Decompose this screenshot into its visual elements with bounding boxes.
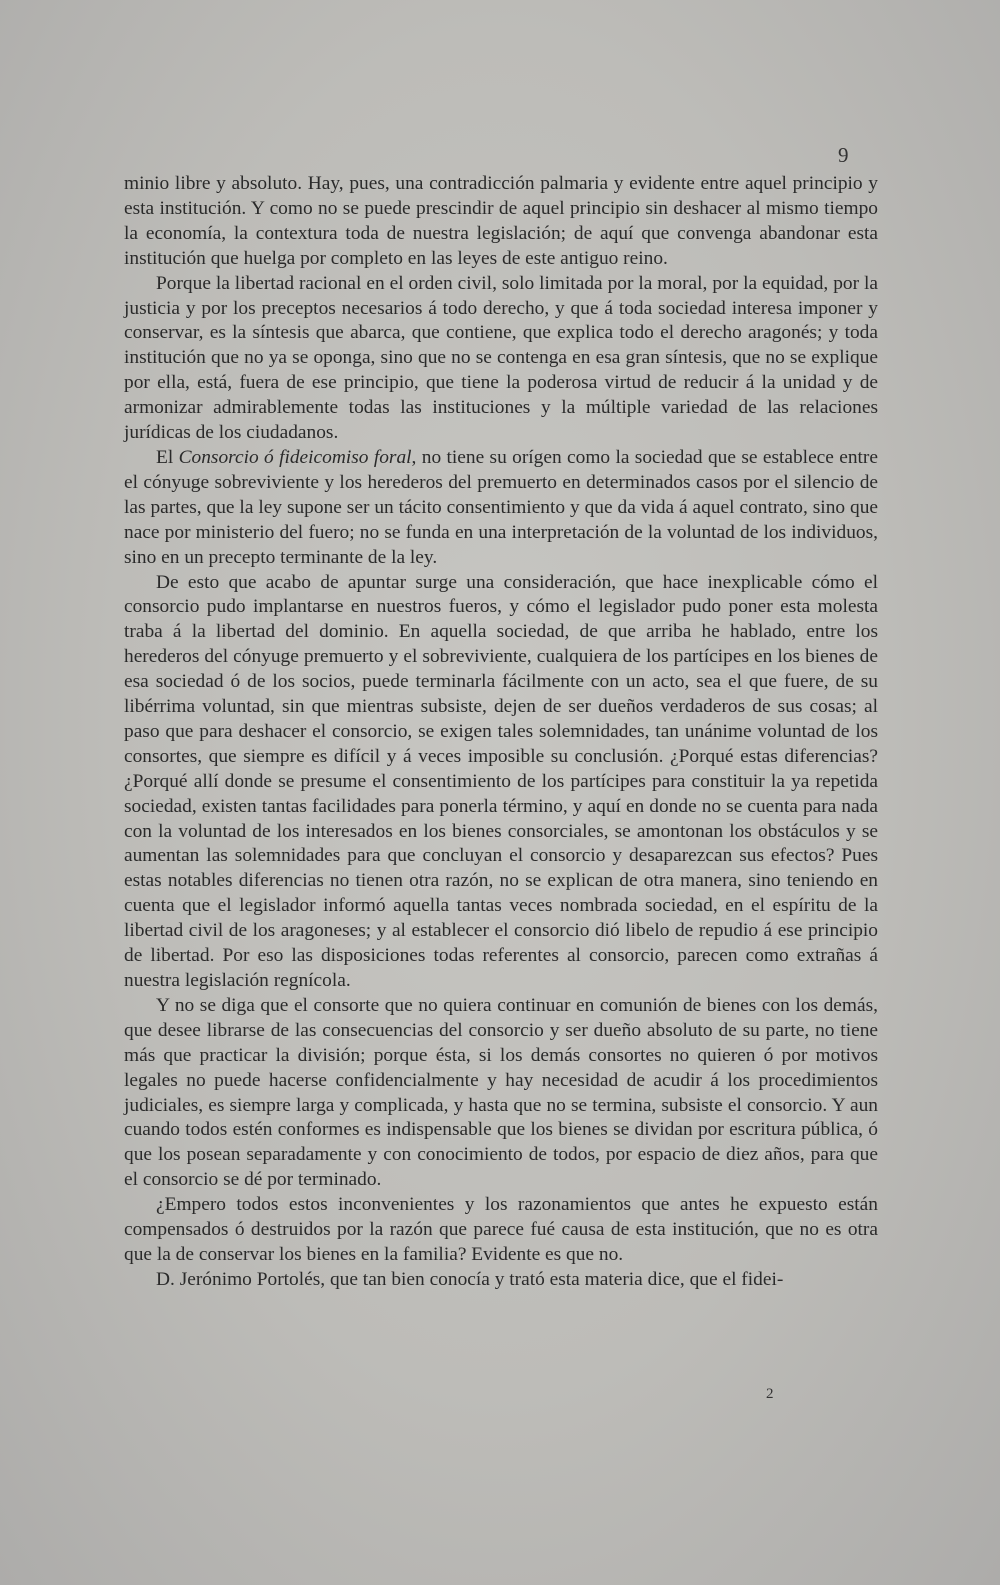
signature-mark: 2 <box>766 1386 774 1402</box>
paragraph <box>124 446 878 571</box>
page-number: 9 <box>838 143 849 167</box>
paragraph: De esto que acabo de apuntar surge una consideración, que hace inexplicable cómo el consorcio pudo implantarse en nuestros fueros, y cómo el legislador pudo poner esta molesta traba á la libertad del dominio. En aquella sociedad, de que arriba he hablado, entre los herederos del cónyuge premuerto y el sobreviviente, cualquiera de los partícipes en los bienes de esa sociedad ó de los socios, puede terminarla fácilmente con un acto, sea el que fuere, de su libérrima voluntad, sin que mientras subsiste, dejen de ser dueños verdaderos de sus cosas; al paso que para deshacer el consorcio, se exigen tales solemnidades, tan unánime voluntad de los consortes, que siempre es difícil y á veces imposible su conclusión. ¿Porqué estas diferencias? ¿Porqué allí donde se presume el consentimiento de los partícipes para constituir la ya repetida sociedad, existen tantas facilidades para ponerla término, y aquí en donde no se cuenta para nada con la voluntad de los interesados en los bienes consorciales, se amontonan los obstáculos y se aumentan las solemnidades para que concluyan el consorcio y desaparezcan sus efectos? Pues estas notables diferencias no tienen otra razón, no se explican de otra manera, sino teniendo en cuenta que el legislador informó aquella tantas veces nombrada sociedad, en el espíritu de la libertad civil de los aragoneses; y al establecer el consorcio dió libelo de repudio á ese principio de libertad. Por eso las disposiciones todas referentes al consorcio, parecen como extrañas á nuestra legislación regnícola. <box>124 571 878 991</box>
paragraph-rest: , no tiene su orígen como la sociedad que se establece entre el cónyuge sobreviviente y los herederos del premuerto en determinados casos por el silencio de las partes, que la ley supone ser un tácito consentimiento y que da vida á aquel contrato, sino que nace por ministerio del fuero; no se funda en una interpretación de la voluntad de los individuos, sino en un precepto terminante de la ley. <box>124 446 878 568</box>
paragraph-lead: El <box>156 446 179 468</box>
body-text <box>124 172 878 1293</box>
paragraph: ¿Empero todos estos inconvenientes y los razonamientos que antes he expuesto están compensados ó destruidos por la razón que parece fué causa de esta institución, que no es otra que la de conservar los bienes en la familia? Evidente es que no. <box>124 1194 878 1265</box>
paragraph: Y no se diga que el consorte que no quiera continuar en comunión de bienes con los demás, que desee librarse de las consecuencias del consorcio y ser dueño absoluto de su parte, no tiene más que practicar la división; porque ésta, si los demás consortes no quieren ó por motivos legales no puede hacerse confidencialmente y hay necesidad de acudir á los procedimientos judiciales, es siempre larga y complicada, y hasta que no se termina, subsiste el consorcio. Y aun cuando todos estén conformes es indispensable que los bienes se dividan por escritura pública, ó que los posean separadamente y con conocimiento de todos, por espacio de diez años, para que el consorcio se dé por terminado. <box>124 994 878 1191</box>
paragraph: minio libre y absoluto. Hay, pues, una contradicción palmaria y evidente entre aquel principio y esta institución. Y como no se puede prescindir de aquel principio sin deshacer al mismo tiempo la economía, la contextura toda de nuestra legislación; de aquí que convenga abandonar esta institución que huelga por completo en las leyes de este antiguo reino. <box>124 173 878 269</box>
paragraph: D. Jerónimo Portolés, que tan bien conocía y trató esta materia dice, que el fidei- <box>156 1268 784 1290</box>
italic-term: Consorcio ó fideicomiso foral <box>178 446 412 468</box>
paragraph: Porque la libertad racional en el orden civil, solo limitada por la moral, por la equidad, por la justicia y por los preceptos necesarios á todo derecho, y que á toda sociedad interesa imponer y conservar, es la síntesis que abarca, que contiene, que explica todo el derecho aragonés; y toda institución que no ya se oponga, sino que no se contenga en esa gran síntesis, que no se explique por ella, está, fuera de ese principio, que tiene la poderosa virtud de reducir á la unidad y de armonizar admirablemente todas las instituciones y la múltiple variedad de las relaciones jurídicas de los ciudadanos. <box>124 272 878 444</box>
